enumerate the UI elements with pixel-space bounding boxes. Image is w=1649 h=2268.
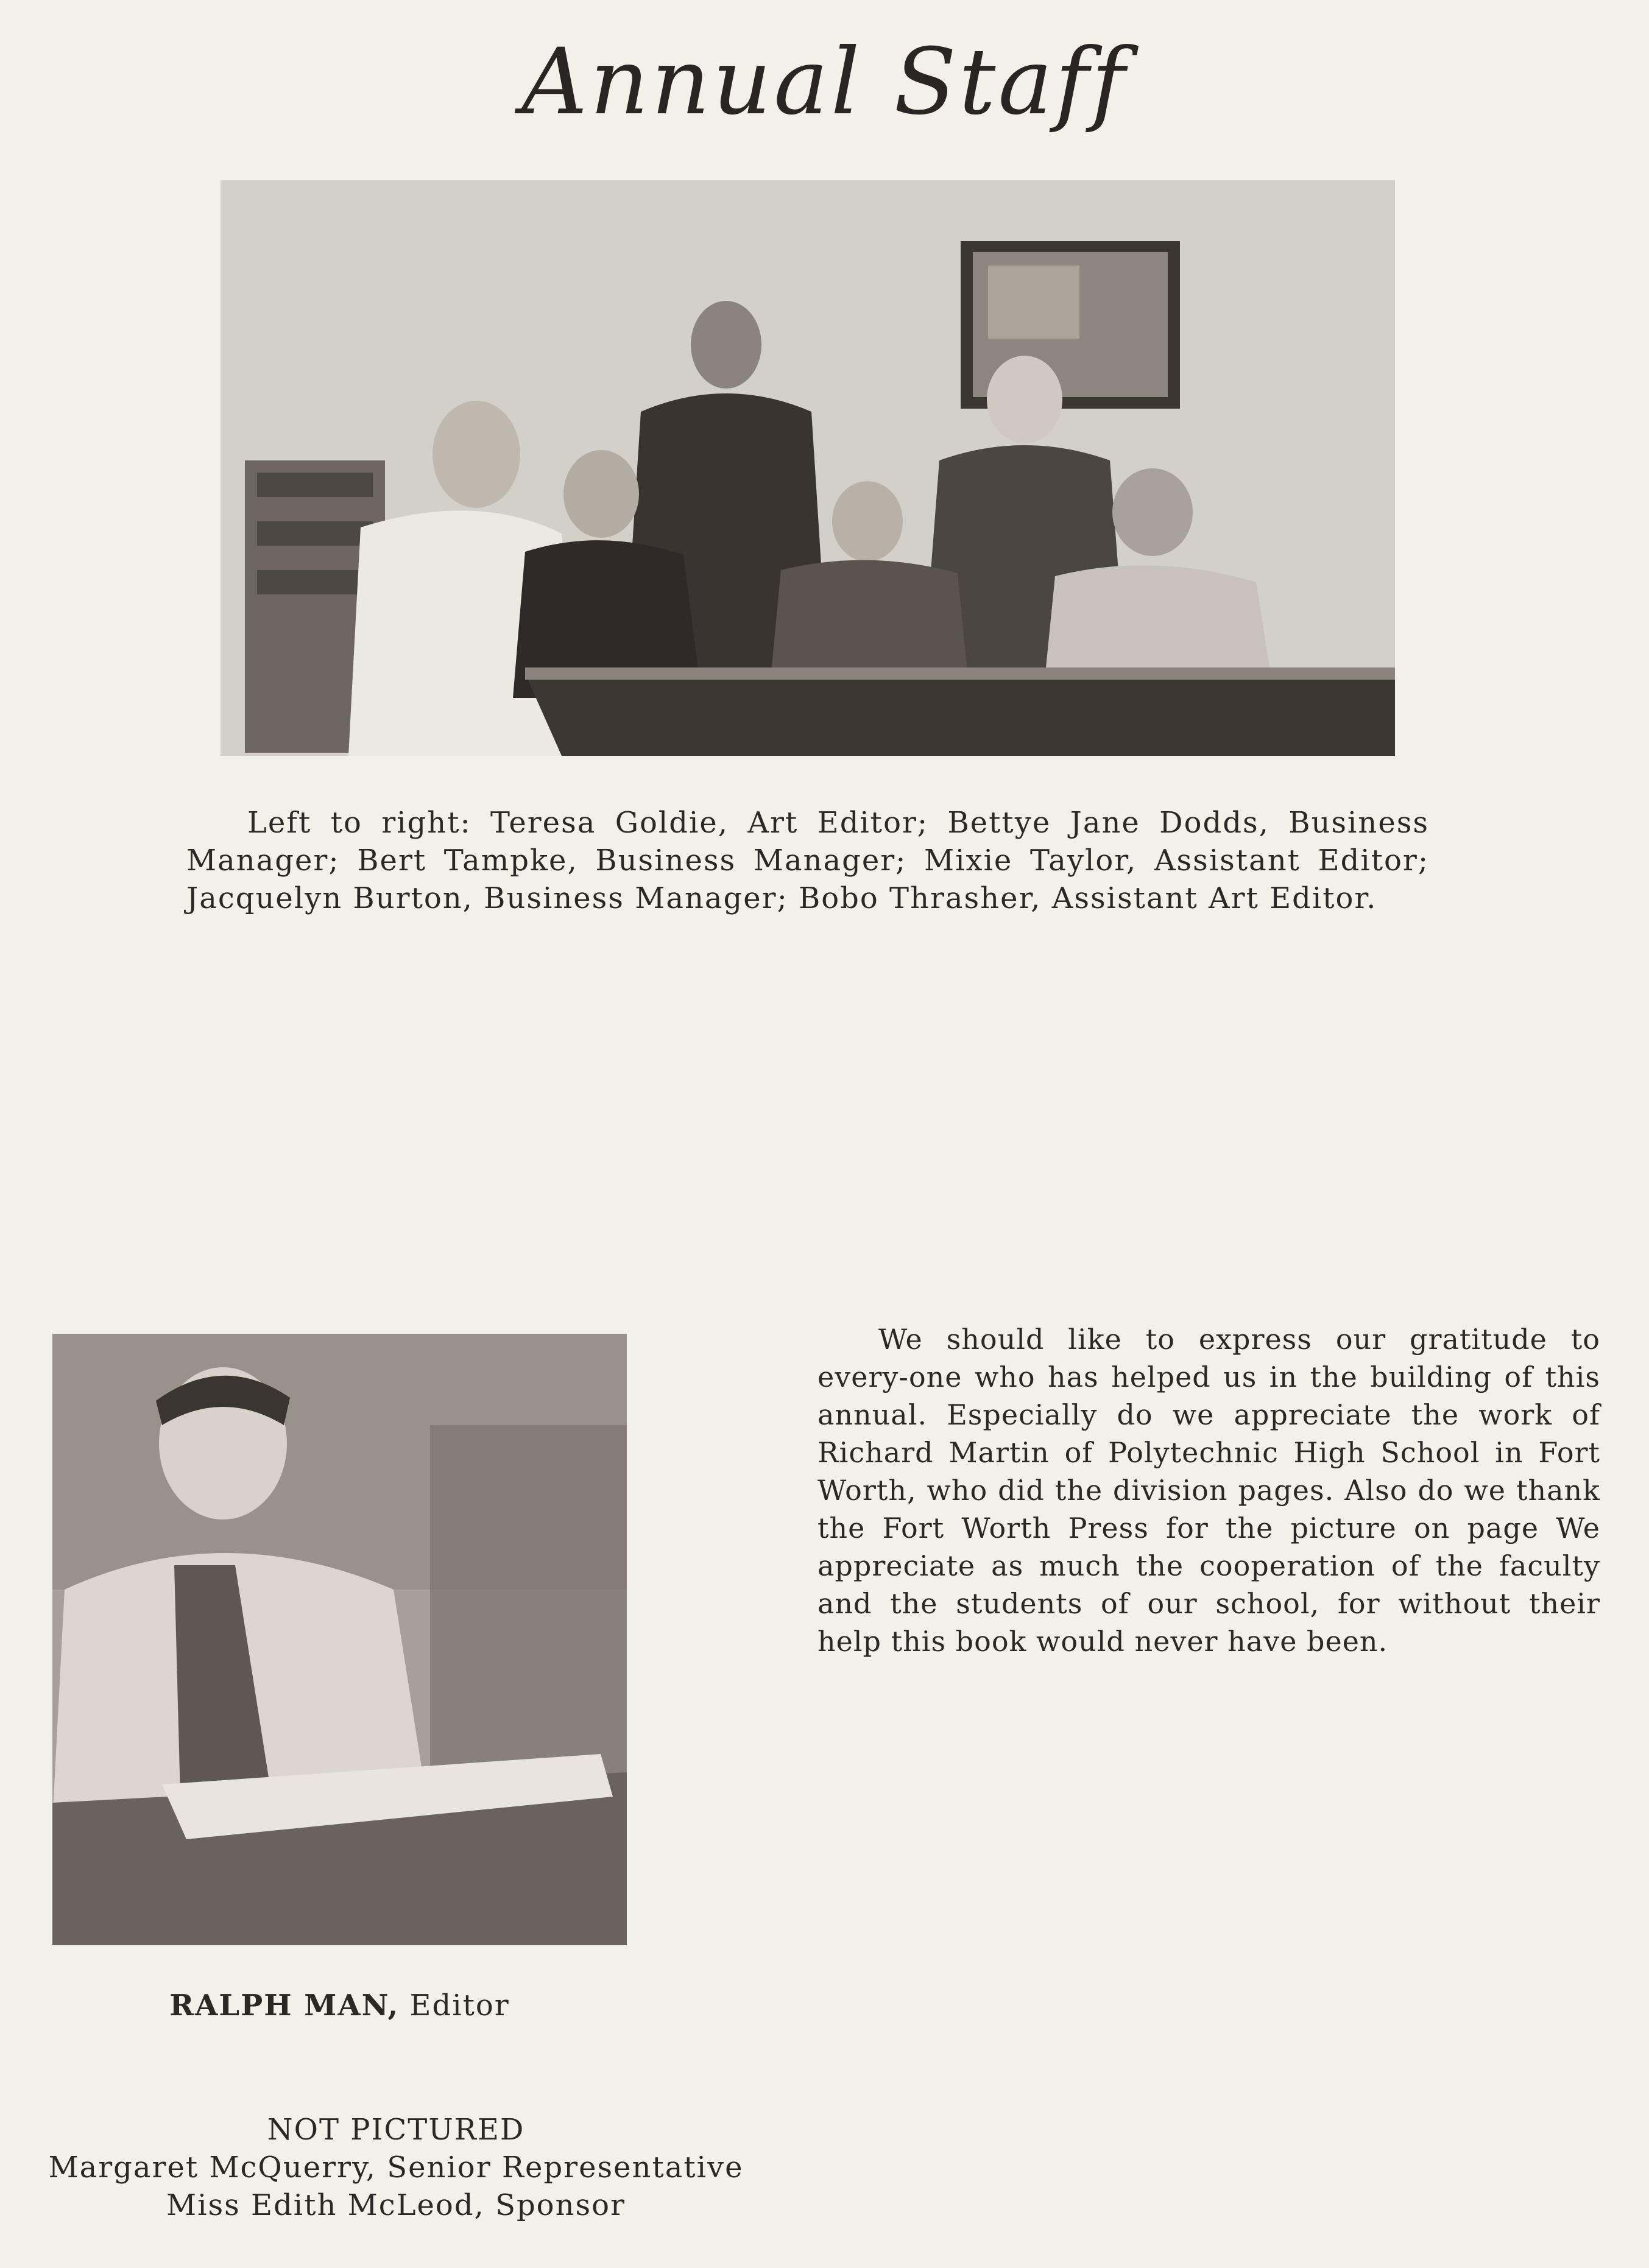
group-photo-caption: Left to right: Teresa Goldie, Art Editor; Bettye Jane Dodds, Business Manager; Bert Tampke, Business Manager; Mixie Taylor, Assistant Editor; Jacquelyn Burton, Business Manager; Bobo Thrasher, Assistant Art Editor. — [186, 806, 1429, 915]
group-photo — [221, 180, 1395, 756]
editor-role: Editor — [409, 1988, 510, 2023]
not-pictured-entry: Miss Edith McLeod, Sponsor — [166, 2188, 626, 2222]
not-pictured-heading: NOT PICTURED — [267, 2113, 525, 2147]
editor-name: RALPH MAN, — [169, 1988, 400, 2023]
group-photo-illustration — [221, 180, 1395, 756]
not-pictured-section — [24, 2111, 768, 2224]
editor-photo — [52, 1334, 627, 1945]
editor-caption — [52, 1987, 627, 2024]
editor-photo-illustration — [52, 1334, 627, 1945]
acknowledgement-text: We should like to express our gratitude to every-one who has helped us in the building of this annual. Especially do we appreciate the work of Richard Martin of Polytechnic High School in Fort Worth, who did the division pages. Also do we thank the Fort Worth Press for the picture on page We appreciate as much the cooperation of the faculty and the students of our school, for without their help this book would never have been. — [817, 1323, 1600, 1658]
page-title: Annual Staff — [521, 29, 1128, 135]
not-pictured-entry: Margaret McQuerry, Senior Representative — [48, 2150, 744, 2185]
